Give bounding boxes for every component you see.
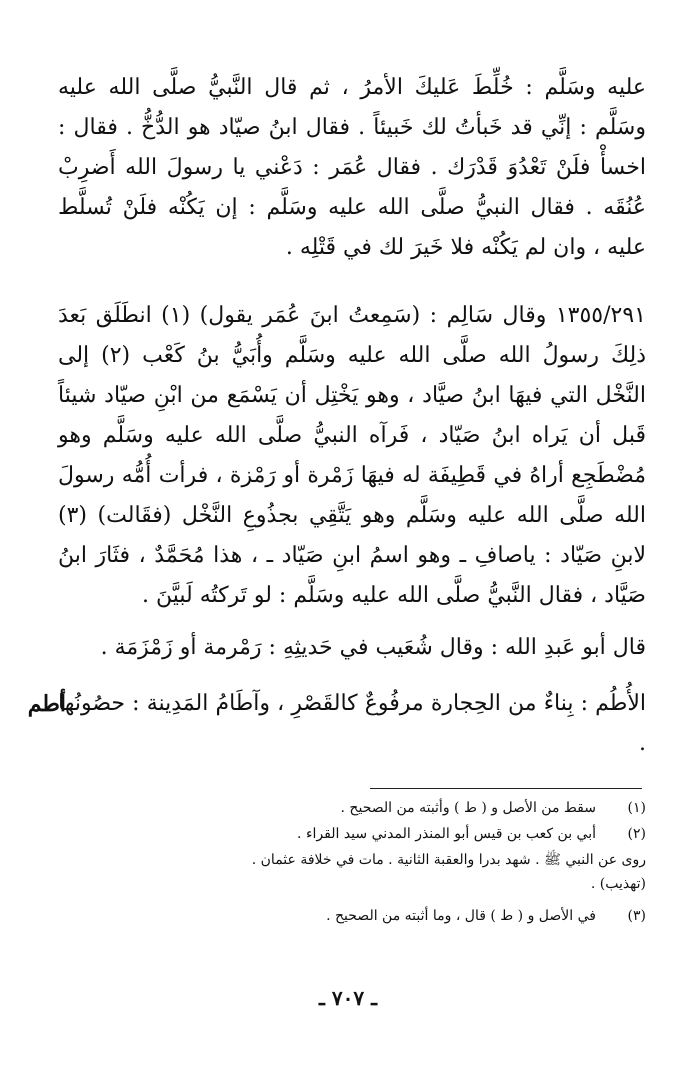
glossary-paragraph: الأُطُم : بِناءٌ من الحِجارة مرفُوعٌ كالقَصْرِ ، وآطَامُ المَدِينة : حصُونُها . [58,691,646,756]
footnote-text: روى عن النبي ﷺ . شهد بدرا والعقبة الثانية . مات في خلافة عثمان . [251,852,646,868]
footnote-number: (٣) [627,908,646,924]
footnote-text: أبي بن كعب بن قيس أبو المنذر المدني سيد القراء . [297,826,596,842]
footnote-text: (تهذيب) . [590,876,646,892]
footnote-number: (٢) [627,826,646,842]
body-paragraph-1: عليه وسَلَّم : خُلِّطَ عَليكَ الأمرُ ، ثم قال النَّبيُّ صلَّى الله عليه وسَلَّم : إنِّي قد خَبأتُ لك خَبيئاً . فقال ابنُ صيّاد هو الدُّخُّ . فقال : اخسأْ فلَنْ تَعْدُوَ قَدْرَك . فقال عُمَر : دَعْني يا رسولَ الله أَضرِبْ عُنُقَه . فقال النبيُّ صلَّى الله عليه وسَلَّم : إن يَكُنْه فلَنْ تُسلَّط عليه ، وان لم يَكُنْه فلا خَيرَ لك في قَتْلِه . [58,75,646,260]
footnote-text: في الأصل و ( ط ) قال ، وما أثبته من الصحيح . [326,908,596,924]
glossary-keyword: أطم [27,691,66,717]
hadith-paragraph-291: ١٣٥٥/٢٩١ وقال سَالِم : (سَمِعتُ ابنَ عُمَر يقول) (١) انطَلَق بَعدَ ذلِكَ رسولُ الله صلَّى الله عليه وسَلَّم وأُبَيُّ بنُ كَعْب (٢) إلى النَّخْل التي فيهَا ابنُ صيَّاد ، وهو يَخْتِل أن يَسْمَع من ابْنِ صيّاد شيئاً قَبل أن يَراه ابنُ صَيّاد ، فَرآه النبيُّ صلَّى الله عليه وسَلَّم وهو مُضْطَجِع أراهُ في قَطِيفَة له فيهَا زَمْرة أو رَمْزة ، فرأت أُمُّه رسولَ الله صلَّى الله عليه وسَلَّم وهو يَتَّقِي بجذُوعِ النَّخْل (فقَالت) (٣) لابنِ صَيّاد : ياصافِ ـ وهو اسمُ ابنِ صَيّاد ـ ، هذا مُحَمَّدٌ ، فثَارَ ابنُ صَيَّاد ، فقال النَّبيُّ صلَّى الله عليه وسَلَّم : لو تَركتُه لَبيَّنَ . [58,303,646,608]
page-number: ـ ٧٠٧ ـ [319,986,377,1010]
footnote-divider [370,788,642,789]
footnote-number: (١) [627,800,646,816]
narrator-note-paragraph: قال أبو عَبدِ الله : وقال شُعَيب في حَديثِهِ : رَمْرمة أو زَمْزَمَة . [100,635,646,660]
footnote-text: سقط من الأصل و ( ط ) وأثبته من الصحيح . [340,800,596,816]
